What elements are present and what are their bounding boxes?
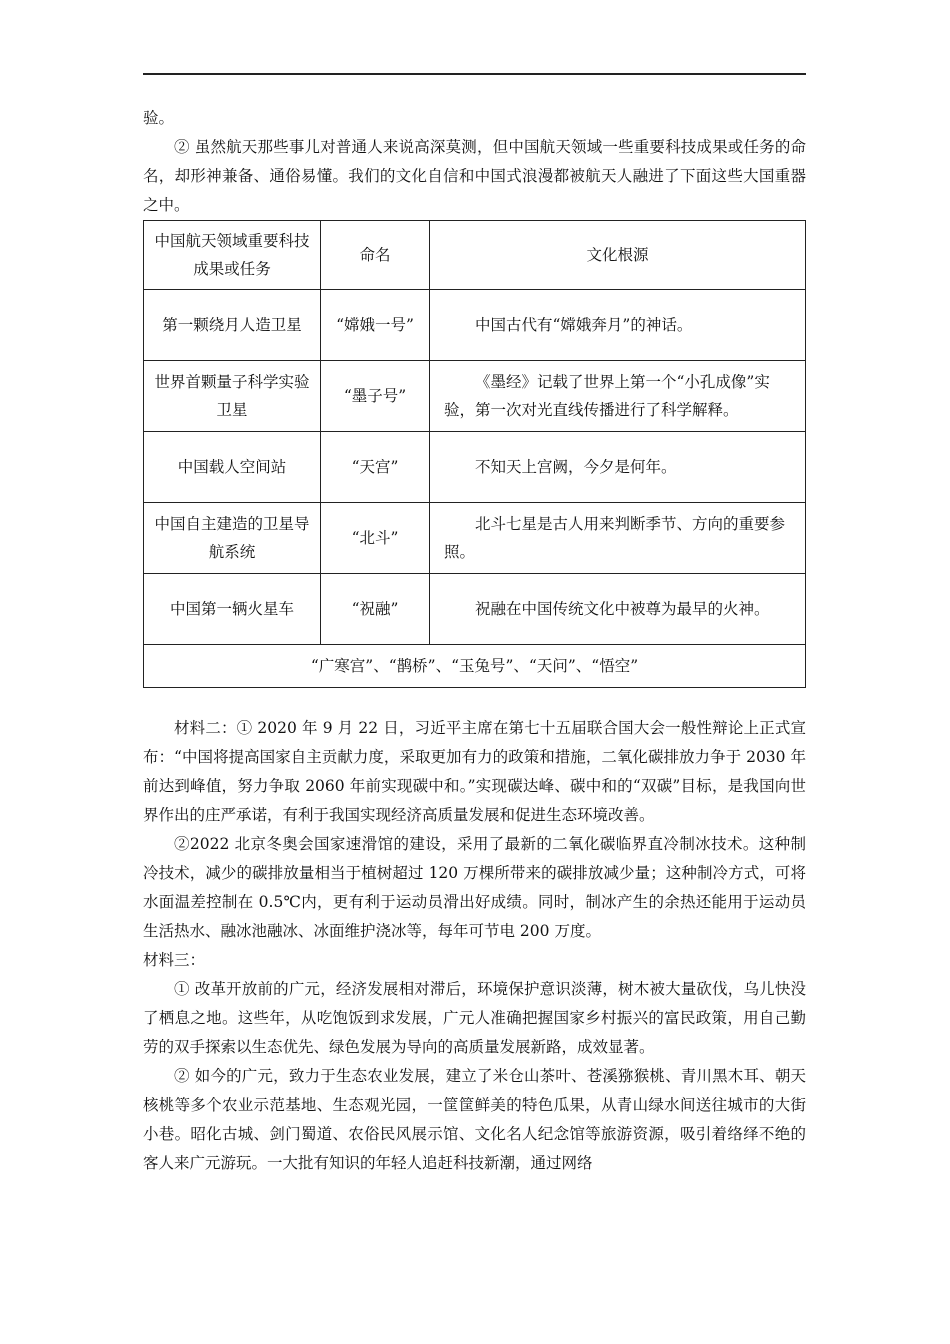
table-header-row (144, 221, 806, 290)
paragraph-space-intro: ② 虽然航天那些事儿对普通人来说高深莫测，但中国航天领域一些重要科技成果或任务的命名，却形神兼备、通俗易懂。我们的文化自信和中国式浪漫都被航天人融进了下面这些大国重器之中。 (143, 138, 806, 214)
table-cell-origin: 《墨经》记载了世界上第一个“小孔成像”实验，第一次对光直线传播进行了科学解释。 (430, 361, 806, 432)
table-footer-cell: “广寒宫”、“鹊桥”、“玉兔号”、“天问”、“悟空” (144, 645, 806, 688)
material3-label: 材料三： (143, 951, 206, 969)
table-cell-origin: 祝融在中国传统文化中被尊为最早的火神。 (430, 574, 806, 645)
table-header-cell: 命名 (321, 221, 430, 290)
table-cell-name: “祝融” (321, 574, 430, 645)
table-cell-origin: 不知天上宫阙，今夕是何年。 (430, 432, 806, 503)
table-row (144, 290, 806, 361)
table-cell-origin: 北斗七星是古人用来判断季节、方向的重要参照。 (430, 503, 806, 574)
table-cell-name: “墨子号” (321, 361, 430, 432)
table-cell-name: “天宫” (321, 432, 430, 503)
paragraph-material2-2: ②2022 北京冬奥会国家速滑馆的建设，采用了最新的二氧化碳临界直冷制冰技术。这种制冷技术，减少的碳排放量相当于植树超过 120 万棵所带来的碳排放减少量；这种制冷方式，可将水面温差控制在 0.5℃内，更有利于运动员滑出好成绩。同时，制冰产生的余热还能用于运动员生活热水、融冰池融冰、冰面维护浇冰等，每年可节电 200 万度。 (143, 835, 806, 940)
header-rule (143, 73, 806, 75)
paragraph-material3-2: ② 如今的广元，致力于生态农业发展，建立了米仓山茶叶、苍溪猕猴桃、青川黑木耳、朝天核桃等多个农业示范基地、生态观光园，一筐筐鲜美的特色瓜果，从青山绿水间送往城市的大街小巷。昭化古城、剑门蜀道、农俗民风展示馆、文化名人纪念馆等旅游资源，吸引着络绎不绝的客人来广元游玩。一大批有知识的年轻人追赶科技新潮，通过网络 (143, 1067, 806, 1172)
table-cell-name: “嫦娥一号” (321, 290, 430, 361)
table-cell-name: “北斗” (321, 503, 430, 574)
table-header-cell: 文化根源 (430, 221, 806, 290)
table-footer-row (144, 645, 806, 688)
table-cell-item: 第一颗绕月人造卫星 (144, 290, 321, 361)
table-row (144, 503, 806, 574)
table-header-cell: 中国航天领域重要科技成果或任务 (144, 221, 321, 290)
table-cell-item: 中国载人空间站 (144, 432, 321, 503)
table-cell-item: 中国自主建造的卫星导航系统 (144, 503, 321, 574)
table-cell-item: 中国第一辆火星车 (144, 574, 321, 645)
table-row (144, 432, 806, 503)
space-naming-table (143, 220, 806, 688)
paragraph-continuation: 验。 (143, 109, 175, 127)
table-row (144, 574, 806, 645)
spacer (143, 688, 806, 714)
table-cell-origin: 中国古代有“嫦娥奔月”的神话。 (430, 290, 806, 361)
table-row (144, 361, 806, 432)
document-page (143, 104, 806, 1178)
paragraph-material3-1: ① 改革开放前的广元，经济发展相对滞后，环境保护意识淡薄，树木被大量砍伐，乌儿快没了栖息之地。这些年，从吃饱饭到求发展，广元人准确把握国家乡村振兴的富民政策，用自己勤劳的双手探索以生态优先、绿色发展为导向的高质量发展新路，成效显著。 (143, 980, 806, 1056)
paragraph-material2-1: 材料二：① 2020 年 9 月 22 日，习近平主席在第七十五届联合国大会一般性辩论上正式宣布：“中国将提高国家自主贡献力度，采取更加有力的政策和措施，二氧化碳排放力争于 2030 年前达到峰值，努力争取 2060 年前实现碳中和。”实现碳达峰、碳中和的“双碳”目标，是我国向世界作出的庄严承诺，有利于我国实现经济高质量发展和促进生态环境改善。 (143, 719, 806, 824)
table-cell-item: 世界首颗量子科学实验卫星 (144, 361, 321, 432)
